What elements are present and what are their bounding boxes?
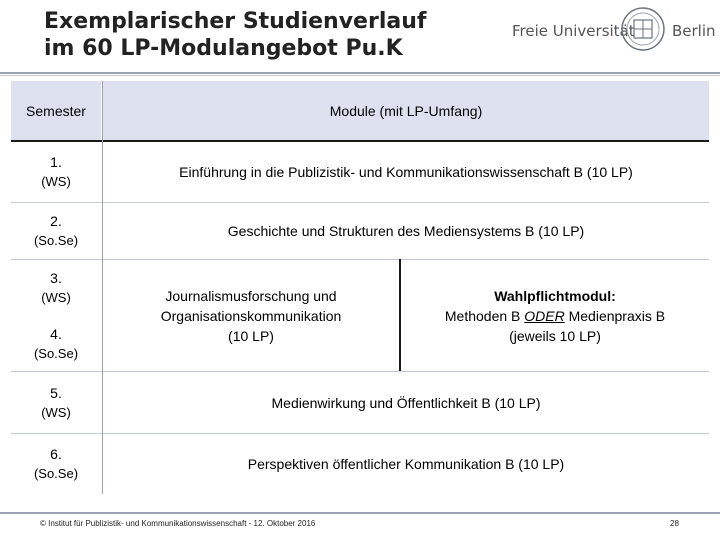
semester-number: 2.	[50, 213, 62, 229]
header-semester-cell	[11, 81, 101, 141]
elective-option-b: Medienpraxis B	[564, 307, 666, 324]
semester-term: (WS)	[41, 404, 71, 420]
module-cell-2	[103, 203, 709, 259]
module-text: Geschichte und Strukturen des Mediensystems B (10 LP)	[227, 223, 585, 239]
logo-text-left: Freie Universität	[512, 22, 635, 40]
module-cell-5	[103, 372, 709, 433]
semester-number: 3.	[50, 270, 62, 286]
semester-term: (So.Se)	[33, 345, 79, 361]
module-text-line: Organisationskommunikation	[160, 307, 342, 324]
logo-text-right: Berlin	[672, 22, 716, 40]
module-cell-elective	[401, 260, 709, 371]
study-plan-table	[11, 81, 709, 494]
header-rule-secondary	[0, 75, 720, 76]
footer-text: © Institut für Publizistik- und Kommunikationswissenschaft - 12. Oktober 2016	[40, 519, 316, 528]
elective-credits: (jeweils 10 LP)	[509, 327, 601, 344]
university-logo	[510, 6, 716, 58]
semester-cell-6	[11, 434, 101, 494]
module-cell-journalism	[103, 260, 399, 371]
module-text: Perspektiven öffentlicher Kommunikation B (10 LP)	[247, 456, 565, 472]
semester-cell-5	[11, 372, 101, 433]
module-cell-6	[103, 434, 709, 494]
module-text-line: (10 LP)	[228, 327, 274, 344]
slide-title-line-2: im 60 LP-Modulangebot Pu.K	[44, 36, 403, 61]
semester-term: (So.Se)	[33, 466, 79, 481]
module-text-line: Journalismusforschung und	[165, 287, 337, 304]
semester-cell-4	[11, 316, 101, 371]
module-text: Einführung in die Publizistik- und Kommunikationswissenschaft B (10 LP)	[179, 164, 633, 180]
header-module-label	[330, 101, 483, 121]
university-seal-icon	[620, 6, 666, 52]
semester-number: 6.	[50, 446, 62, 462]
semester-cell-2	[11, 203, 101, 259]
elective-heading: Wahlpflichtmodul:	[494, 287, 616, 304]
header-module-bold: Module	[329, 103, 376, 119]
semester-term: (So.Se)	[33, 233, 79, 248]
semester-term: (WS)	[41, 174, 71, 189]
elective-options	[445, 306, 665, 326]
elective-or-label: ODER	[524, 307, 565, 324]
slide-title	[44, 8, 504, 62]
semester-term: (WS)	[41, 290, 71, 305]
semester-cell-1	[11, 142, 101, 202]
slide-footer	[0, 512, 720, 540]
semester-cell-3	[11, 260, 101, 316]
page-number: 28	[670, 519, 679, 528]
slide-title-line-1: Exemplarischer Studienverlauf	[44, 9, 427, 34]
semester-number: 5.	[50, 384, 62, 401]
module-text: Medienwirkung und Öffentlichkeit B (10 LP)	[271, 394, 541, 411]
semester-number: 4.	[50, 325, 62, 342]
header-module-rest: (mit LP-Umfang)	[375, 103, 483, 119]
module-cell-1	[103, 142, 709, 202]
elective-option-a: Methoden B	[444, 307, 525, 324]
header-rule	[0, 72, 720, 74]
header-module-cell	[103, 81, 709, 141]
header-semester-label: Semester	[26, 103, 86, 119]
semester-number: 1.	[50, 154, 62, 170]
